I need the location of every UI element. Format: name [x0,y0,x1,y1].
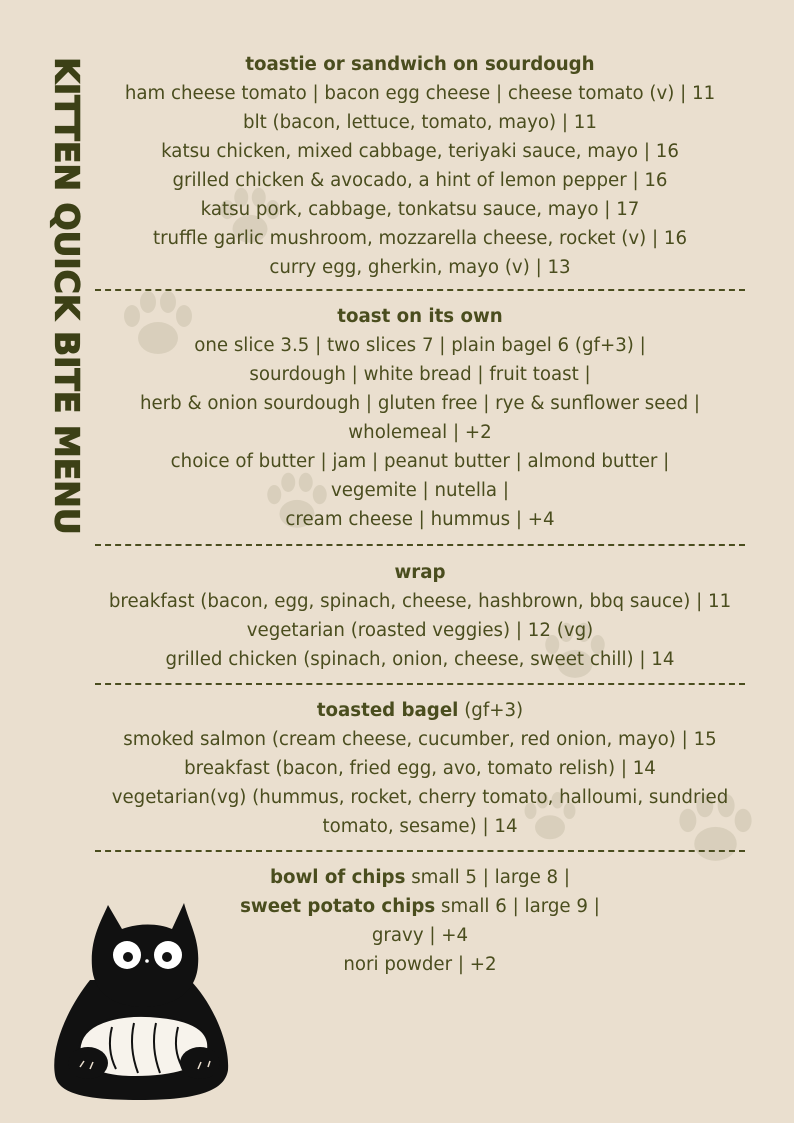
menu-line: breakfast (bacon, egg, spinach, cheese, hashbrown, bbq sauce) | 11 [108,591,732,612]
menu-line: smoked salmon (cream cheese, cucumber, red onion, mayo) | 15 [123,729,717,750]
menu-line: grilled chicken & avocado, a hint of lemon pepper | 16 [172,170,668,191]
sweet-potato-chips-label: sweet potato chips [240,896,436,917]
menu-line: vegemite | nutella | [330,480,509,501]
section-heading-suffix: (gf+3) [458,700,524,721]
chips-prices: small 5 | large 8 | [405,867,571,888]
section-heading-label: toasted bagel [316,700,459,721]
section-toast [70,302,770,534]
menu-line [70,863,770,892]
menu-line: herb & onion sourdough | gluten free | rye & sunflower seed | [139,393,701,414]
menu-line: curry egg, gherkin, mayo (v) | 13 [269,257,571,278]
menu-line: nori powder | +2 [343,954,497,975]
menu-title-text: KITTEN QUICK BITE MENU [47,57,87,535]
menu-line: gravy | +4 [371,925,469,946]
chips-label: bowl of chips [269,867,406,888]
section-heading: toast on its own [337,306,503,327]
menu-line: ham cheese tomato | bacon egg cheese | cheese tomato (v) | 11 [124,83,716,104]
section-divider [95,289,745,291]
menu-line: vegetarian (roasted veggies) | 12 (vg) [246,620,594,641]
menu-line: one slice 3.5 | two slices 7 | plain bagel 6 (gf+3) | [194,335,646,356]
menu-line: katsu pork, cabbage, tonkatsu sauce, mayo | 17 [200,199,640,220]
section-bagel [70,696,770,841]
menu-line: tomato, sesame) | 14 [322,816,518,837]
section-heading: toastie or sandwich on sourdough [245,54,595,75]
menu-line: blt (bacon, lettuce, tomato, mayo) | 11 [243,112,597,133]
menu-line: wholemeal | +2 [348,422,492,443]
menu-line: cream cheese | hummus | +4 [285,509,555,530]
menu-line: vegetarian(vg) (hummus, rocket, cherry tomato, halloumi, sundried [111,787,729,808]
section-heading: wrap [394,562,446,583]
menu-line: breakfast (bacon, fried egg, avo, tomato relish) | 14 [184,758,656,779]
section-heading [70,696,770,725]
section-wrap [70,558,770,674]
section-divider [95,683,745,685]
menu-line: truffle garlic mushroom, mozzarella cheese, rocket (v) | 16 [152,228,688,249]
section-toastie [70,50,770,282]
section-divider [95,850,745,852]
menu-line: choice of butter | jam | peanut butter | almond butter | [170,451,670,472]
menu-line: sourdough | white bread | fruit toast | [249,364,591,385]
section-divider [95,544,745,546]
sweet-potato-chips-prices: small 6 | large 9 | [435,896,600,917]
cat-illustration [50,895,230,1100]
menu-line: katsu chicken, mixed cabbage, teriyaki sauce, mayo | 16 [161,141,679,162]
menu-line: grilled chicken (spinach, onion, cheese, sweet chill) | 14 [165,649,675,670]
